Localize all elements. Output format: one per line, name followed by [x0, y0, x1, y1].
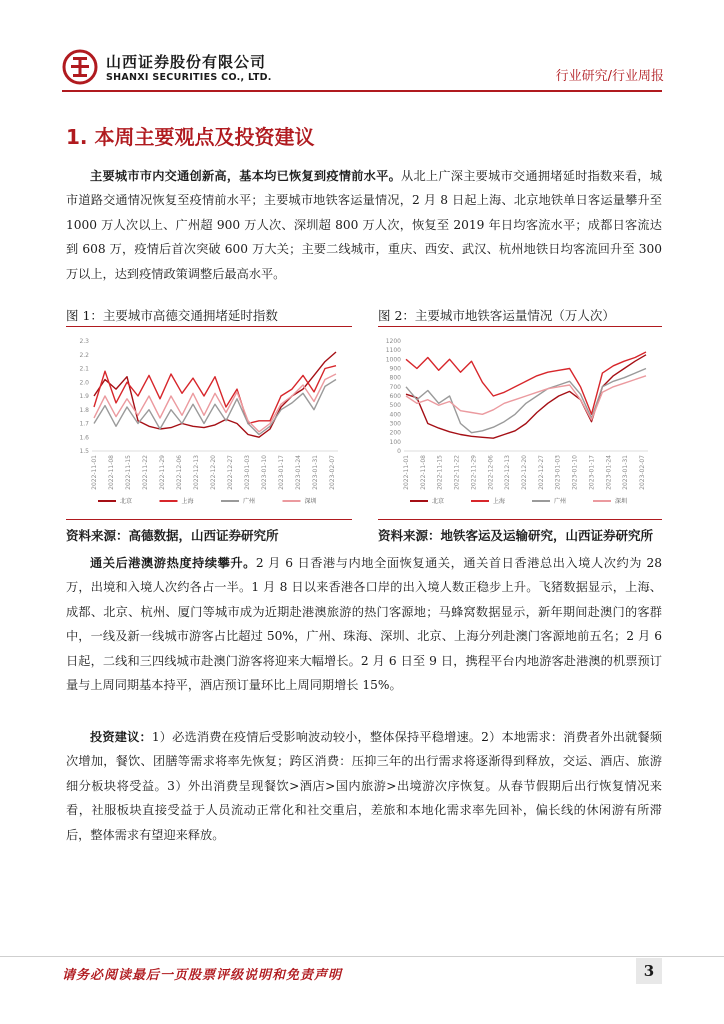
- legend-label: 深圳: [615, 498, 628, 505]
- x-tick-label: 2023-01-24: [295, 455, 302, 490]
- legend-label: 北京: [432, 498, 445, 505]
- page-number: 3: [636, 958, 662, 984]
- legend-label: 上海: [493, 498, 506, 505]
- y-tick-label: 100: [389, 438, 401, 446]
- x-tick-label: 2023-01-17: [278, 455, 285, 490]
- x-tick-label: 2022-11-01: [403, 455, 410, 490]
- y-tick-label: 600: [389, 393, 401, 400]
- figure-2-title: 图 2：主要城市地铁客运量情况（万人次）: [378, 308, 615, 323]
- y-tick-label: 1.9: [79, 393, 89, 400]
- figure-1-rule: [66, 326, 352, 327]
- y-tick-label: 400: [389, 411, 401, 419]
- y-tick-label: 300: [389, 420, 401, 428]
- report-type: 行业研究/行业周报: [555, 69, 664, 84]
- footer-disclaimer: 请务必阅读最后一页股票评级说明和免责声明: [62, 968, 343, 983]
- y-tick-label: 0: [397, 448, 401, 455]
- paragraph-urban-traffic: [66, 164, 662, 286]
- y-tick-label: 200: [389, 429, 401, 437]
- x-tick-label: 2022-12-13: [504, 455, 512, 490]
- x-tick-label: 2022-12-27: [537, 455, 545, 490]
- x-tick-label: 2022-11-01: [91, 455, 98, 490]
- x-tick-label: 2022-12-20: [521, 455, 528, 490]
- y-tick-label: 1.5: [79, 448, 89, 455]
- paragraph-body: 1）必选消费在疫情后受影响波动较小，整体保持平稳增速。2）本地需求：消费者外出就餐频次增加，餐饮、团膳等需求将率先恢复；跨区消费：压抑三年的出行需求将逐渐得到释放，交运、酒店、旅游细分板块将受益。3）外出消费呈现餐饮>酒店>国内旅游>出境游次序恢复。从春节假期后出行恢复情况来看，社服板块直接受益于人员流动正常化和社交重启，差旅和本地化需求率先回补，偏长线的休闲游有所滞后，整体需求有望迎来释放。: [66, 730, 662, 842]
- y-tick-label: 500: [389, 402, 401, 410]
- x-tick-label: 2022-11-22: [142, 455, 149, 490]
- paragraph-body: 从北上广深主要城市交通拥堵延时指数来看，城市道路交通情况恢复至疫情前水平；主要城市地铁客运量情况，2 月 8 日起上海、北京地铁单日客运量攀升至 1000 万人次以上、广州超 900 万人次、深圳超 800 万人次，恢复至 2019 年日均客流水平；成都日客流达到 608 万，疫情后首次突破 600 万大关；主要二线城市，重庆、西安、武汉、杭州地铁日均客流回升至 300 万以上，达到疫情政策调整后最高水平。: [66, 169, 663, 281]
- y-tick-label: 2.1: [79, 365, 89, 373]
- x-tick-label: 2023-01-03: [554, 455, 562, 490]
- y-tick-label: 1100: [385, 347, 401, 355]
- chart-metro-ridership: [378, 329, 662, 515]
- x-tick-label: 2023-01-03: [244, 455, 251, 490]
- x-tick-label: 2022-12-06: [487, 455, 495, 490]
- legend-label: 北京: [120, 498, 133, 505]
- x-tick-label: 2023-01-10: [571, 455, 579, 490]
- paragraph-body: 2 月 6 日香港与内地全面恢复通关，通关首日香港总出入境人次约为 28 万，出境和入境人次约各占一半。1 月 8 日以来香港各口岸的出入境人数正稳步上升。飞猪数据显示，上海、成都、北京、杭州、厦门等城市成为近期赴港澳旅游的热门客源地；马蜂窝数据显示，新年期间赴澳门的客群中，一线及新一线城市游客占比超过 50%，广州、珠海、深圳、北京、上海分列赴澳门客源地前五名；2 月 6 日起，二线和三四线城市赴澳门游客将迎来大幅增长。2 月 6 日至 9 日，携程平台内地游客赴港澳的机票预订量与上周同期基本持平，酒店预订量环比上周同期增长 15%。: [66, 556, 662, 693]
- chart-traffic-congestion-index: [66, 329, 352, 515]
- legend-label: 上海: [181, 498, 194, 505]
- section-title: 1. 本周主要观点及投资建议: [66, 125, 315, 149]
- y-tick-label: 900: [389, 365, 401, 373]
- figure-2-bottom-rule: [378, 519, 662, 520]
- legend-label: 广州: [554, 498, 567, 505]
- x-tick-label: 2022-11-08: [108, 455, 115, 490]
- x-tick-label: 2022-11-15: [436, 455, 444, 490]
- figure-1-bottom-rule: [66, 519, 352, 520]
- company-name-en: SHANXI SECURITIES CO., LTD.: [106, 72, 272, 83]
- paragraph-lead: 主要城市市内交通创新高，基本均已恢复到疫情前水平。: [90, 169, 402, 183]
- y-tick-label: 1000: [385, 356, 401, 364]
- y-tick-label: 2.2: [79, 351, 89, 359]
- shanxi-securities-logo-icon: [62, 49, 98, 85]
- y-tick-label: 1.7: [79, 420, 89, 428]
- x-tick-label: 2022-11-29: [159, 455, 166, 490]
- company-name-cn: 山西证券股份有限公司: [106, 53, 267, 71]
- x-tick-label: 2023-01-31: [312, 455, 319, 490]
- series-line-3: [94, 374, 336, 432]
- figure-1-source: 资料来源：高德数据，山西证券研究所: [66, 528, 279, 543]
- x-tick-label: 2023-01-31: [622, 455, 630, 490]
- y-tick-label: 2.3: [79, 338, 89, 345]
- x-tick-label: 2022-11-22: [453, 455, 461, 490]
- y-tick-label: 1.6: [79, 434, 89, 442]
- x-tick-label: 2023-02-07: [639, 455, 646, 490]
- x-tick-label: 2022-12-06: [176, 455, 183, 490]
- x-tick-label: 2023-02-07: [329, 455, 336, 490]
- y-tick-label: 800: [389, 374, 401, 382]
- x-tick-label: 2023-01-17: [588, 455, 596, 490]
- y-tick-label: 700: [389, 383, 401, 391]
- y-tick-label: 2.0: [79, 379, 89, 387]
- x-tick-label: 2022-11-29: [470, 455, 478, 490]
- paragraph-hk-macau-travel: [66, 551, 662, 697]
- header-divider: [62, 90, 662, 92]
- figure-1-title: 图 1：主要城市高德交通拥堵延时指数: [66, 308, 278, 323]
- x-tick-label: 2022-11-15: [125, 455, 132, 490]
- x-tick-label: 2022-12-20: [210, 455, 217, 490]
- legend-label: 广州: [243, 498, 256, 505]
- paragraph-investment-advice: [66, 725, 662, 847]
- figure-2-rule: [378, 326, 662, 327]
- legend-label: 深圳: [304, 498, 317, 505]
- y-tick-label: 1.8: [79, 406, 89, 414]
- y-tick-label: 1200: [385, 338, 401, 345]
- figure-2-source: 资料来源：地铁客运及运输研究，山西证券研究所: [378, 528, 654, 543]
- paragraph-lead: 通关后港澳游热度持续攀升。: [90, 556, 256, 570]
- x-tick-label: 2022-12-27: [227, 455, 234, 490]
- x-tick-label: 2023-01-24: [605, 455, 613, 490]
- x-tick-label: 2022-11-08: [419, 455, 427, 490]
- paragraph-lead: 投资建议：: [90, 730, 152, 744]
- x-tick-label: 2023-01-10: [261, 455, 268, 490]
- x-tick-label: 2022-12-13: [193, 455, 200, 490]
